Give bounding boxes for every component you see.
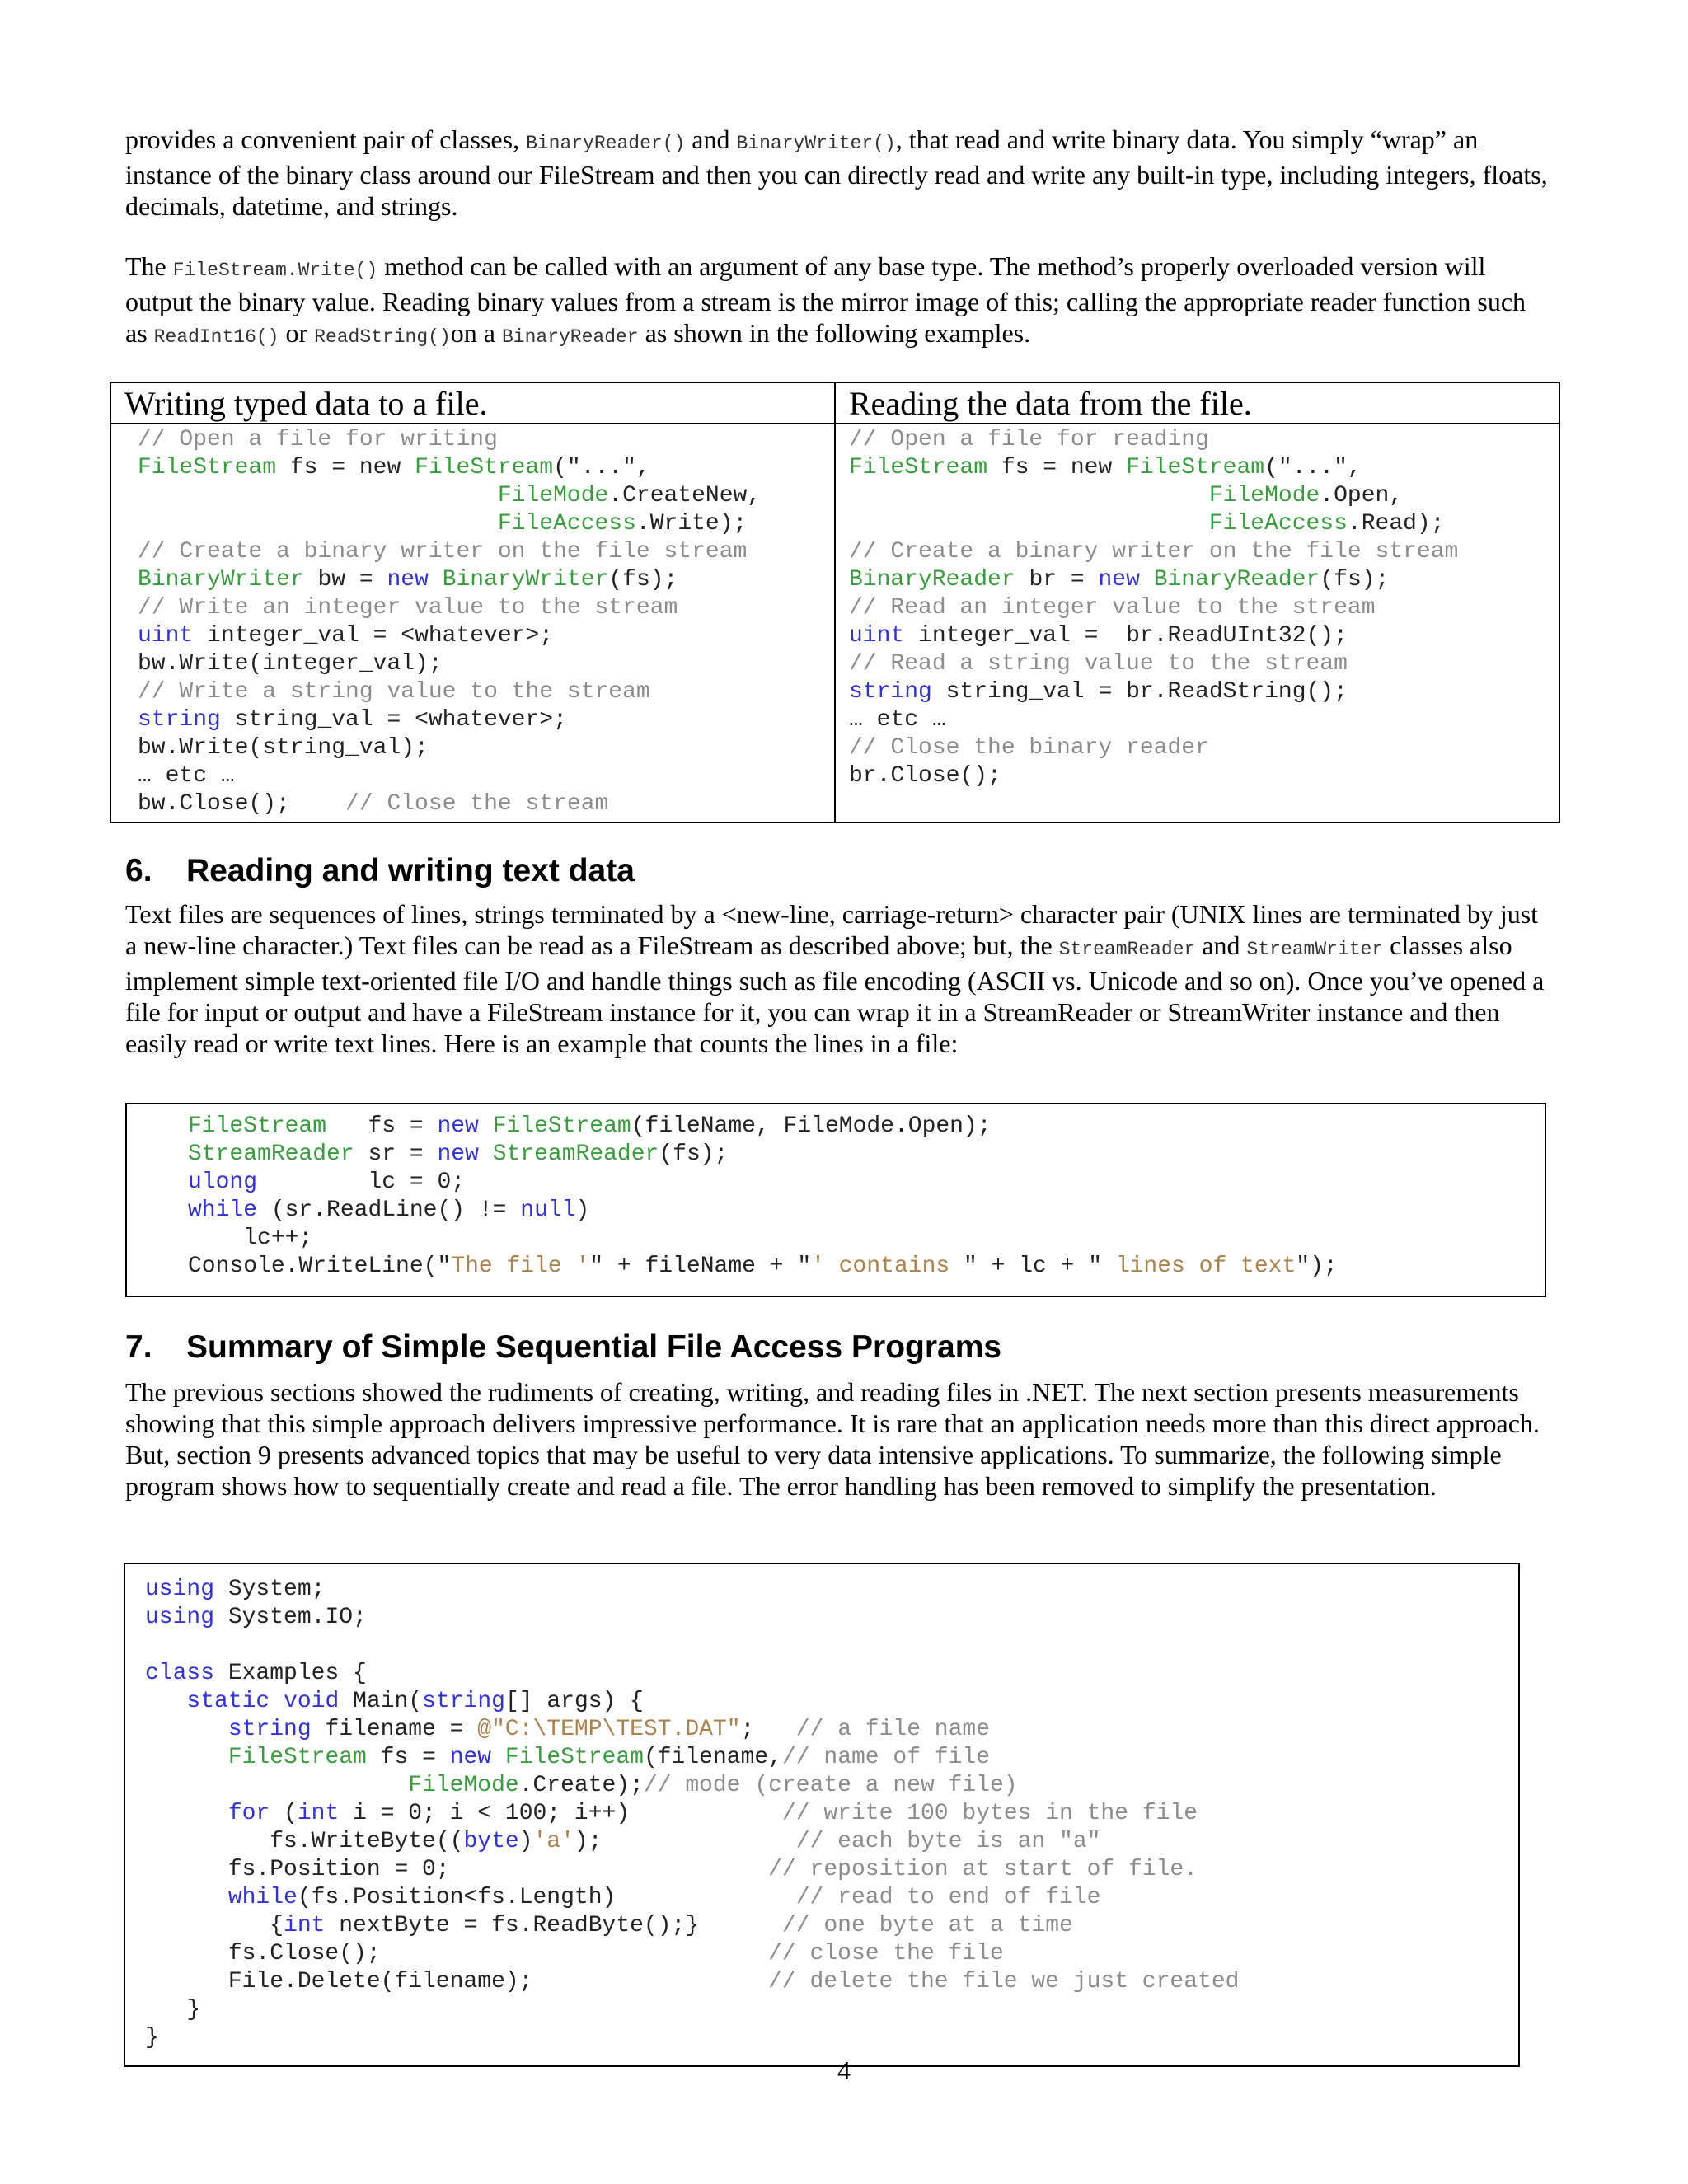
code-type: FileStream	[188, 1113, 327, 1139]
code-text: );	[574, 1829, 796, 1854]
code-type: FileAccess	[497, 511, 636, 537]
text-run: and	[685, 124, 737, 154]
code-comment: // Open a file for reading	[849, 427, 1209, 452]
code-text: ("...",	[1264, 455, 1362, 480]
code-comment: // mode (create a new file)	[643, 1773, 1018, 1798]
code-keyword: new	[437, 1141, 479, 1167]
code-text: )	[518, 1829, 533, 1854]
inline-code: ReadString()	[314, 326, 451, 348]
code-text: fs = new	[987, 455, 1127, 480]
code-comment: // read to end of file	[795, 1885, 1101, 1910]
code-text: (sr.ReadLine() !=	[257, 1197, 521, 1223]
code-string: The file '	[451, 1254, 590, 1279]
text-run: method can be called with an argument of any base type. The method’s properly overloaded version will output the binary value. Reading binary values from a stream is the mirror image of this; calling the appropriate reader function such as	[125, 251, 1526, 348]
code-text: bw.Write(string_val);	[138, 735, 429, 761]
code-text: .Create);	[518, 1773, 644, 1798]
section-number: 6.	[125, 853, 152, 888]
code-comment: // a file name	[795, 1717, 991, 1742]
code-keyword: byte	[463, 1829, 519, 1854]
code-comment: // Read a string value to the stream	[849, 651, 1348, 677]
code-type: FileStream	[138, 455, 277, 480]
left-header: Writing typed data to a file.	[110, 382, 835, 424]
code-keyword: string	[422, 1689, 505, 1714]
comparison-table	[110, 382, 1560, 823]
code-text: }	[145, 2025, 159, 2050]
code-comment: // Close the binary reader	[849, 735, 1209, 761]
section-title: Summary of Simple Sequential File Access Programs	[186, 1329, 1002, 1365]
section-number: 7.	[125, 1329, 152, 1365]
code-text: .Read);	[1347, 511, 1445, 537]
code-keyword: string	[849, 679, 932, 705]
code-text	[849, 511, 1209, 537]
code-string: 'a'	[532, 1829, 574, 1854]
code-box-summary-program	[124, 1563, 1520, 2067]
code-type: BinaryReader	[849, 567, 1015, 593]
text-run: , that read and write binary data. You simply “wrap” an instance of the binary class around our FileStream and then you can directly read and write any built-in type, including integers, floats, decimals, datetime, and strings.	[125, 124, 1548, 221]
code-text: fs =	[366, 1745, 450, 1770]
code-type: FileStream	[415, 455, 554, 480]
code-string: ' contains	[811, 1254, 964, 1279]
code-comment: // Write a string value to the stream	[138, 679, 650, 705]
code-keyword: new	[387, 567, 429, 593]
code-keyword: int	[297, 1801, 340, 1826]
code-text: Main(	[339, 1689, 423, 1714]
code-text	[145, 1717, 228, 1742]
code-text: fs = new	[276, 455, 415, 480]
code-text: integer_val = <whatever>;	[193, 623, 554, 649]
intro-paragraph-1	[125, 124, 1551, 222]
code-text: .Open,	[1320, 483, 1404, 509]
code-type: FileMode	[497, 483, 609, 509]
code-text: string_val = br.ReadString();	[931, 679, 1348, 705]
code-text	[429, 567, 443, 593]
code-type: StreamReader	[188, 1141, 354, 1167]
code-type: FileStream	[849, 455, 988, 480]
code-text: filename =	[311, 1717, 478, 1742]
inline-code: FileStream.Write()	[172, 260, 378, 281]
text-run: or	[279, 318, 315, 348]
code-string: lines of text	[1102, 1254, 1296, 1279]
code-comment: // reposition at start of file.	[768, 1857, 1198, 1882]
code-text: br =	[1015, 567, 1099, 593]
code-text: bw =	[303, 567, 387, 593]
inline-code: BinaryWriter()	[736, 133, 896, 154]
code-text: string_val = <whatever>;	[220, 707, 567, 733]
code-comment: // name of file	[781, 1745, 991, 1770]
code-text: (fs);	[608, 567, 678, 593]
code-text: System;	[214, 1577, 326, 1602]
code-keyword: using	[145, 1605, 215, 1630]
code-type: BinaryWriter	[442, 567, 609, 593]
section-6-heading	[125, 852, 635, 890]
code-text: .Write);	[635, 511, 748, 537]
code-text: )	[575, 1197, 590, 1223]
code-keyword: ulong	[188, 1169, 258, 1195]
code-text: … etc …	[849, 707, 946, 733]
code-type: FileMode	[1208, 483, 1320, 509]
code-comment: // Create a binary writer on the file stream	[849, 539, 1459, 565]
summary-program-code	[145, 1576, 1239, 2052]
code-text: nextByte = fs.ReadByte();}	[325, 1913, 782, 1938]
code-type: FileStream	[504, 1745, 644, 1770]
code-text: fs.Close();	[145, 1941, 769, 1966]
table-code-row	[110, 424, 1559, 823]
code-text: … etc …	[138, 763, 235, 789]
read-example-code	[849, 426, 1547, 790]
code-keyword: int	[284, 1913, 326, 1938]
inline-code: StreamWriter	[1246, 939, 1384, 960]
code-text: Console.WriteLine("	[188, 1254, 452, 1279]
code-text: (filename,	[643, 1745, 782, 1770]
text-run: on a	[450, 318, 502, 348]
code-text	[145, 1689, 186, 1714]
code-text	[145, 1773, 408, 1798]
code-text: System.IO;	[214, 1605, 367, 1630]
code-comment: // write 100 bytes in the file	[781, 1801, 1198, 1826]
code-type: FileStream	[1126, 455, 1265, 480]
inline-code: ReadInt16()	[153, 326, 279, 348]
code-text: sr =	[354, 1141, 438, 1167]
code-text: (fs.Position<fs.Length)	[297, 1885, 796, 1910]
code-text: " + fileName + "	[589, 1254, 812, 1279]
code-text: fs.Position = 0;	[145, 1857, 769, 1882]
code-text: lc++;	[188, 1226, 313, 1251]
code-keyword: static	[186, 1689, 270, 1714]
section-7-paragraph: The previous sections showed the rudiments of creating, writing, and reading files in .NET. The next section presents measurements showing that this simple approach delivers impressive performance. It is rare that an application needs more than this direct approach. But, section 9 presents advanced topics that may be useful to very data intensive applications. To summarize, the following simple program shows how to sequentially create and read a file. The error handling has been removed to simplify the presentation.	[125, 1377, 1540, 1501]
code-keyword: class	[145, 1661, 215, 1686]
code-text	[145, 1885, 228, 1910]
text-run: and	[1195, 930, 1247, 960]
code-comment: // each byte is an "a"	[795, 1829, 1101, 1854]
code-text	[270, 1689, 284, 1714]
code-text: bw.Close();	[138, 791, 346, 817]
left-code-cell	[110, 424, 835, 823]
code-text	[145, 1801, 228, 1826]
code-text: [] args) {	[504, 1689, 644, 1714]
intro-paragraph-2	[125, 251, 1551, 353]
table-header-row	[110, 382, 1559, 424]
write-example-code	[138, 426, 823, 818]
section-title: Reading and writing text data	[186, 853, 635, 888]
code-keyword: string	[227, 1717, 312, 1742]
code-keyword: new	[1098, 567, 1140, 593]
right-header: Reading the data from the file.	[835, 382, 1559, 424]
code-text: (fs);	[659, 1141, 729, 1167]
code-keyword: while	[227, 1885, 298, 1910]
code-keyword: while	[188, 1197, 258, 1223]
code-text: ("...",	[553, 455, 650, 480]
code-text: {	[145, 1913, 284, 1938]
code-type: BinaryReader	[1153, 567, 1320, 593]
code-text: .CreateNew,	[608, 483, 762, 509]
code-text: br.Close();	[849, 763, 1001, 789]
code-text: Examples {	[214, 1661, 367, 1686]
code-text: bw.Write(integer_val);	[138, 651, 443, 677]
section-7-heading	[125, 1329, 1001, 1366]
code-keyword: new	[449, 1745, 492, 1770]
code-comment: // close the file	[768, 1941, 1004, 1966]
text-run: The	[125, 251, 173, 281]
inline-code: BinaryReader	[501, 326, 639, 348]
code-keyword: new	[437, 1113, 479, 1139]
code-type: FileStream	[492, 1113, 631, 1139]
code-comment: // Write an integer value to the stream	[138, 595, 678, 621]
code-text: File.Delete(filename);	[145, 1969, 769, 1994]
inline-code: BinaryReader()	[526, 133, 686, 154]
code-text: }	[145, 1997, 201, 2022]
code-text: " + lc + "	[963, 1254, 1103, 1279]
code-text: (	[270, 1801, 298, 1826]
code-string: @"C:\TEMP\TEST.DAT"	[477, 1717, 741, 1742]
code-type: StreamReader	[492, 1141, 659, 1167]
code-keyword: null	[520, 1197, 576, 1223]
code-comment: // Open a file for writing	[138, 427, 498, 452]
code-keyword: uint	[849, 623, 905, 649]
code-text: integer_val = br.ReadUInt32();	[904, 623, 1348, 649]
code-text	[1140, 567, 1154, 593]
code-keyword: void	[284, 1689, 340, 1714]
text-run: Text files are sequences of lines, strings terminated by a <new-line, carriage-return> character pair (UNIX lines are terminated by just a new-line character.) Text files can be read as a FileStream as described above; but, the	[125, 899, 1539, 960]
code-text: i = 0; i < 100; i++)	[339, 1801, 782, 1826]
line-counter-code	[188, 1113, 1338, 1281]
code-text	[491, 1745, 505, 1770]
code-keyword: uint	[138, 623, 194, 649]
code-type: FileStream	[227, 1745, 367, 1770]
code-keyword: using	[145, 1577, 215, 1602]
code-comment: // delete the file we just created	[768, 1969, 1240, 1994]
code-text	[138, 511, 498, 537]
text-run: classes also implement simple text-oriented file I/O and handle things such as file encoding (ASCII vs. Unicode and so on). Once you’ve opened a file for input or output and have a FileStream instance for it, you can wrap it in a StreamReader or StreamWriter instance and then easily read or write text lines. Here is an example that counts the lines in a file:	[125, 930, 1545, 1058]
code-text	[145, 1745, 228, 1770]
code-text	[849, 483, 1209, 509]
code-text: (fs);	[1320, 567, 1390, 593]
code-text: ");	[1296, 1254, 1338, 1279]
code-text: (fileName, FileMode.Open);	[631, 1113, 992, 1139]
section-6-paragraph	[125, 898, 1551, 1059]
page-number: 4	[837, 2055, 851, 2085]
inline-code: StreamReader	[1058, 939, 1196, 960]
code-type: BinaryWriter	[138, 567, 304, 593]
code-text	[479, 1113, 493, 1139]
code-comment: // one byte at a time	[781, 1913, 1073, 1938]
code-text: fs =	[326, 1113, 438, 1139]
right-code-cell	[835, 424, 1559, 823]
code-comment: // Create a binary writer on the file stream	[138, 539, 748, 565]
text-run: as shown in the following examples.	[638, 318, 1031, 348]
code-comment: // Close the stream	[345, 791, 609, 817]
code-text	[479, 1141, 493, 1167]
code-type: FileAccess	[1208, 511, 1348, 537]
code-box-line-counter	[125, 1103, 1546, 1297]
code-text: fs.WriteByte((	[145, 1829, 464, 1854]
code-text: lc = 0;	[257, 1169, 466, 1195]
code-comment: // Read an integer value to the stream	[849, 595, 1376, 621]
code-keyword: string	[138, 707, 221, 733]
code-text: ;	[740, 1717, 796, 1742]
code-text	[138, 483, 498, 509]
code-type: FileMode	[408, 1773, 519, 1798]
code-keyword: for	[227, 1801, 270, 1826]
text-run: provides a convenient pair of classes,	[125, 124, 527, 154]
